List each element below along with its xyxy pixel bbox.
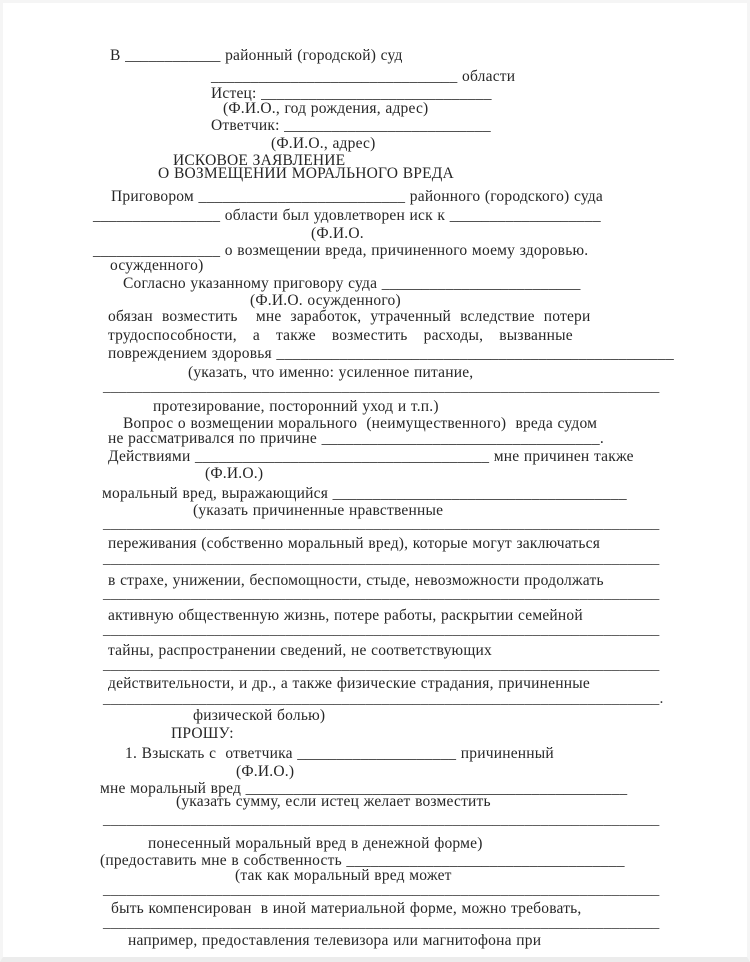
- blank-rule-line: ______________________________________________________________________: [103, 585, 660, 602]
- doc-line: например, предоставления телевизора или магнитофона при: [128, 932, 542, 949]
- doc-line: (предоставить мне в собственность ___________________________________: [100, 852, 625, 869]
- blank-rule-line: ______________________________________________________________________.: [103, 690, 664, 707]
- doc-line-hint: (указать причиненные нравственные: [193, 502, 444, 519]
- doc-line: Приговором __________________________ районного (городского) суда: [111, 188, 603, 205]
- doc-line: быть компенсирован в иной материальной форме, можно требовать,: [111, 900, 582, 917]
- doc-line: 1. Взыскать с ответчика ____________________ причиненный: [125, 745, 554, 762]
- blank-rule-line: ______________________________________________________________________: [103, 811, 660, 828]
- doc-title-line: О ВОЗМЕЩЕНИИ МОРАЛЬНОГО ВРЕДА: [158, 165, 454, 182]
- doc-line: обязан возместить мне заработок, утраченный вследствие потери: [108, 308, 591, 325]
- doc-line-request-heading: ПРОШУ:: [171, 725, 234, 742]
- blank-rule-line: ______________________________________________________________________: [103, 621, 660, 638]
- doc-line-hint: (так как моральный вред может: [235, 867, 452, 884]
- blank-rule-line: ______________________________________________________________________: [103, 515, 660, 532]
- doc-line-hint: (указать сумму, если истец желает возместить: [176, 793, 491, 810]
- doc-title-line: ИСКОВОЕ ЗАЯВЛЕНИЕ: [173, 152, 346, 169]
- doc-line: повреждением здоровья __________________________________________________: [108, 345, 674, 362]
- doc-line: Действиями _____________________________________ мне причинен также: [108, 448, 634, 465]
- doc-line-hint: понесенный моральный вред в денежной форме): [148, 835, 483, 852]
- doc-line: трудоспособности, а также возместить расходы, вызванные: [108, 327, 573, 344]
- blank-rule-line: ______________________________________________________________________: [103, 550, 660, 567]
- doc-line-hint: осужденного): [110, 257, 204, 274]
- doc-line-court: В ____________ районный (городской) суд: [110, 47, 403, 64]
- doc-line: не рассматривался по причине ___________________________________.: [108, 430, 604, 447]
- doc-line-defendant-hint: (Ф.И.О., адрес): [271, 135, 376, 152]
- doc-line: моральный вред, выражающийся _____________________________________: [102, 485, 627, 502]
- doc-line-hint: протезирование, посторонний уход и т.п.): [153, 398, 439, 415]
- blank-rule-line: ______________________________________________________________________: [103, 914, 660, 931]
- blank-rule-line: ______________________________________________________________________: [103, 378, 660, 395]
- doc-line: ________________ области был удовлетворен иск к ___________________: [93, 207, 601, 224]
- doc-line: тайны, распространении сведений, не соответствующих: [108, 642, 492, 659]
- doc-line: активную общественную жизнь, потере работы, раскрытии семейной: [108, 607, 583, 624]
- doc-line-defendant: Ответчик: __________________________: [211, 117, 491, 134]
- blank-rule-line: ______________________________________________________________________: [103, 881, 660, 898]
- doc-line: Вопрос о возмещении морального (неимущественного) вреда судом: [123, 415, 598, 432]
- doc-line-plaintiff-hint: (Ф.И.О., год рождения, адрес): [223, 100, 429, 117]
- doc-line: мне моральный вред ________________________________________________: [100, 780, 628, 797]
- doc-line-hint: физической болью): [193, 707, 326, 724]
- doc-line-plaintiff: Истец: _____________________________: [211, 85, 492, 102]
- doc-line-hint: (Ф.И.О.): [205, 465, 264, 482]
- doc-line: действительности, и др., а также физические страдания, причиненные: [108, 675, 590, 692]
- doc-line-hint: (Ф.И.О.): [236, 763, 295, 780]
- doc-line-region: _______________________________ области: [211, 68, 516, 85]
- doc-line-hint: (Ф.И.О. осужденного): [250, 292, 401, 309]
- doc-line: ________________ о возмещении вреда, причиненного моему здоровью.: [93, 242, 589, 259]
- doc-line: Согласно указанному приговору суда _________________________: [123, 275, 581, 292]
- doc-line-hint: (указать, что именно: усиленное питание,: [188, 364, 474, 381]
- doc-line: переживания (собственно моральный вред), которые могут заключаться: [108, 535, 601, 552]
- doc-line-hint: (Ф.И.О.: [311, 225, 364, 242]
- doc-line: в страхе, унижении, беспомощности, стыде, невозможности продолжать: [108, 572, 604, 589]
- blank-rule-line: ______________________________________________________________________: [103, 656, 660, 673]
